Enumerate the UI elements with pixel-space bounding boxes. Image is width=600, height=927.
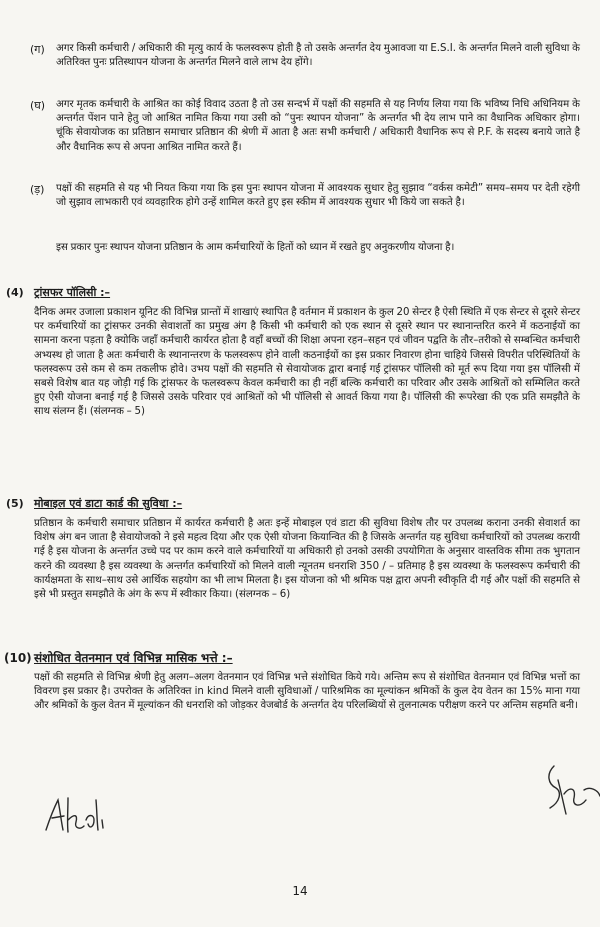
signature-right — [540, 760, 600, 820]
clause-marker-ga: (ग) — [30, 43, 45, 56]
section-number-4: (4) — [6, 286, 24, 299]
section-body-transfer-policy: दैनिक अमर उजाला प्रकाशन यूनिट की विभिन्न प्रान्तों में शाखाएं स्थापित है वर्तमान में प्रकाशन के कुल 20 सेन्टर है ऐसी स्थिति में एक सेन्टर से दूसरे सेन्टर पर कर्मचारियों का ट्रांसफर उनकी सेवाशर्तो का प्रमुख अंग है किसी भी कर्मचारी को एक स्थान से दूसरे स्थान पर स्थानान्तरित करने में कठनाईयों का सामना करना पड़ता है क्योकि जहॉं कर्मचारी कार्यरत होता है वहॉं बच्चों की शिक्षा अपना रहन–सहन एवं जीवन पद्वति के तौर–तरीको से सम्बन्धित कर्मचारी अभ्यस्थ हो जाता है अतः कर्मचारी के स्थानान्तरण के फलस्वरूप होने वाली कठनाईयों का इस प्रकार निवारण होना चाहिये जिससे विपरीत परिस्थितियों के फलस्वरूप उसे कम से कम तकलीफ होवे। उभय पक्षों की सहमति से सेवायोजक द्वारा बनाई गई ट्रांसफर पॉलिसी को मूर्त रूप दिया गया इस पॉलिसी में सबसे विशेष बात यह जोड़ी गई कि ट्रांसफर के फलस्वरूप केवल कर्मचारी का ही नहीं बल्कि कर्मचारी का परिवार और उसके आश्रितों को सम्मिलित करते हुए ऐसी योजना बनाई गई है जिससे उसके परिवार एवं आश्रितों को भी पॉलिसी से आवर्त किया गया है। पॉलिसी की रूपरेखा की एक प्रति समझौते के साथ संलग्न हैं। (संलग्नक – 5) — [34, 307, 580, 418]
section-heading-revised-pay-scale: संशोधित वेतनमान एवं विभिन्न मासिक भत्ते :– — [34, 651, 233, 665]
clause-marker-gha: (घ) — [30, 99, 46, 112]
section-number-10: (10) — [4, 651, 32, 665]
clause-marker-nga: (ड़) — [30, 183, 45, 196]
clause-text-nga-conclusion: इस प्रकार पुनः स्थापन योजना प्रतिष्ठान के आम कर्मचारियों के हितों को ध्यान में रखते हुए अनुकरणीय योजना है। — [56, 242, 455, 253]
clause-text-gha: अगर मृतक कर्मचारी के आश्रित का कोई विवाद उठता है तो उस सन्दर्भ में पक्षों की सहमति से यह निर्णय लिया गया कि भविष्य निधि अधिनियम के अन्तर्गत पेंशन पाने हेतु जो आश्रित नामित किया गया उसी को “पुनः स्थापन योजना” के अन्तर्गत भी देय लाभ पाने का वैधानिक अधिकार होगा। चूंकि सेवायोजक का प्रतिष्ठान समाचार प्रतिष्ठान की श्रेणी में आता है अतः सभी कर्मचारी / अधिकारी वैधानिक रूप से P.F. के सदस्य बनाये जाते है और वैधानिक रूप से अपना आश्रित नामित करते हैं। — [56, 99, 580, 153]
section-body-mobile-data: प्रतिष्ठान के कर्मचारी समाचार प्रतिष्ठान में कार्यरत कर्मचारी है अतः इन्हें मोबाइल एवं डाटा की सुविधा विशेष तौर पर उपलब्ध कराना उनकी सेवाशर्त का विशेष अंग बन जाता है सेवायोजको ने इसे महत्व दिया और एक ऐसी योजना कियान्वित की है जिसके अन्तर्गत यह सुविधा कर्मचारियों को उपलब्ध करायी गई है इस योजना के अन्तर्गत उच्चे पद पर काम करने वाले कर्मचारियों या अधिकारी हो उनको उसकी उपयोगिता के अनुसार वास्तविक सीमा तक भुगतान करने की व्यवस्था है इस व्यवस्था के अन्तर्गत कर्मचारियों को मिलने वाली न्यूनतम धनराशि 350 / – प्रतिमाह है इस व्यवस्था के फलस्वरूप कर्मचारी की कार्यक्षमता के साथ–साथ उसे आर्थिक सहयोग का भी लाभ मिलता है। इस योजना को भी श्रमिक पक्ष द्वारा अपनी स्वीकृति दी गई और पक्षों की सहमति से इसे भी प्रस्तुत समझौते के अंग के रूप में स्वीकार किया। (संलग्नक – 6) — [34, 518, 580, 601]
clause-text-nga: पक्षों की सहमति से यह भी नियत किया गया कि इस पुनः स्थापन योजना में आवश्यक सुधार हेतु सुझाव “वर्कस कमेटी” समय–समय पर देती रहेगी जो सुझाव लाभकारी एवं व्यवहारिक होगे उन्हें शामिल करते हुए इस स्कीम में आवश्यक सुधार भी किये जा सकते है। — [56, 183, 580, 209]
section-body-revised-pay-scale: पक्षों की सहमति से विभिन्न श्रेणी हेतु अलग–अलग वेतनमान एवं विभिन्न भत्ते संशोधित किये गये। अन्तिम रूप से संशोधित वेतनमान एवं विभिन्न भत्तों का विवरण इस प्रकार है। उपरोक्त के अतिरिक्त in kind मिलने वाली सुविधाओं / पारिश्रमिक का मूल्यांकन श्रमिकों के कुल देय वेतन का 15% माना गया और श्रमिकों के कुल वेतन में मूल्यांकन की धनराशि को जोड़कर वेजबोर्ड के अन्तर्गत देय परिलब्धियों से तुलनात्मक परीक्षण करने पर अन्तिम सहमति बनी। — [34, 672, 580, 712]
clause-text-ga: अगर किसी कर्मचारी / अधिकारी की मृत्यु कार्य के फलस्वरूप होती है तो उसके अन्तर्गत देय मुआवजा या E.S.I. के अन्तर्गत मिलने वाली सुविधा के अतिरिक्त पुनः प्रतिस्थापन योजना के अन्तर्गत मिलने वाले लाभ देय होंगे। — [56, 43, 580, 69]
signature-left — [40, 790, 140, 838]
section-heading-transfer-policy: ट्रांसफर पॉलिसी :– — [34, 286, 111, 299]
page-number: 14 — [292, 884, 308, 898]
section-number-5: (5) — [6, 497, 24, 510]
section-heading-mobile-data: मोबाइल एवं डाटा कार्ड की सुविधा :– — [34, 497, 183, 510]
